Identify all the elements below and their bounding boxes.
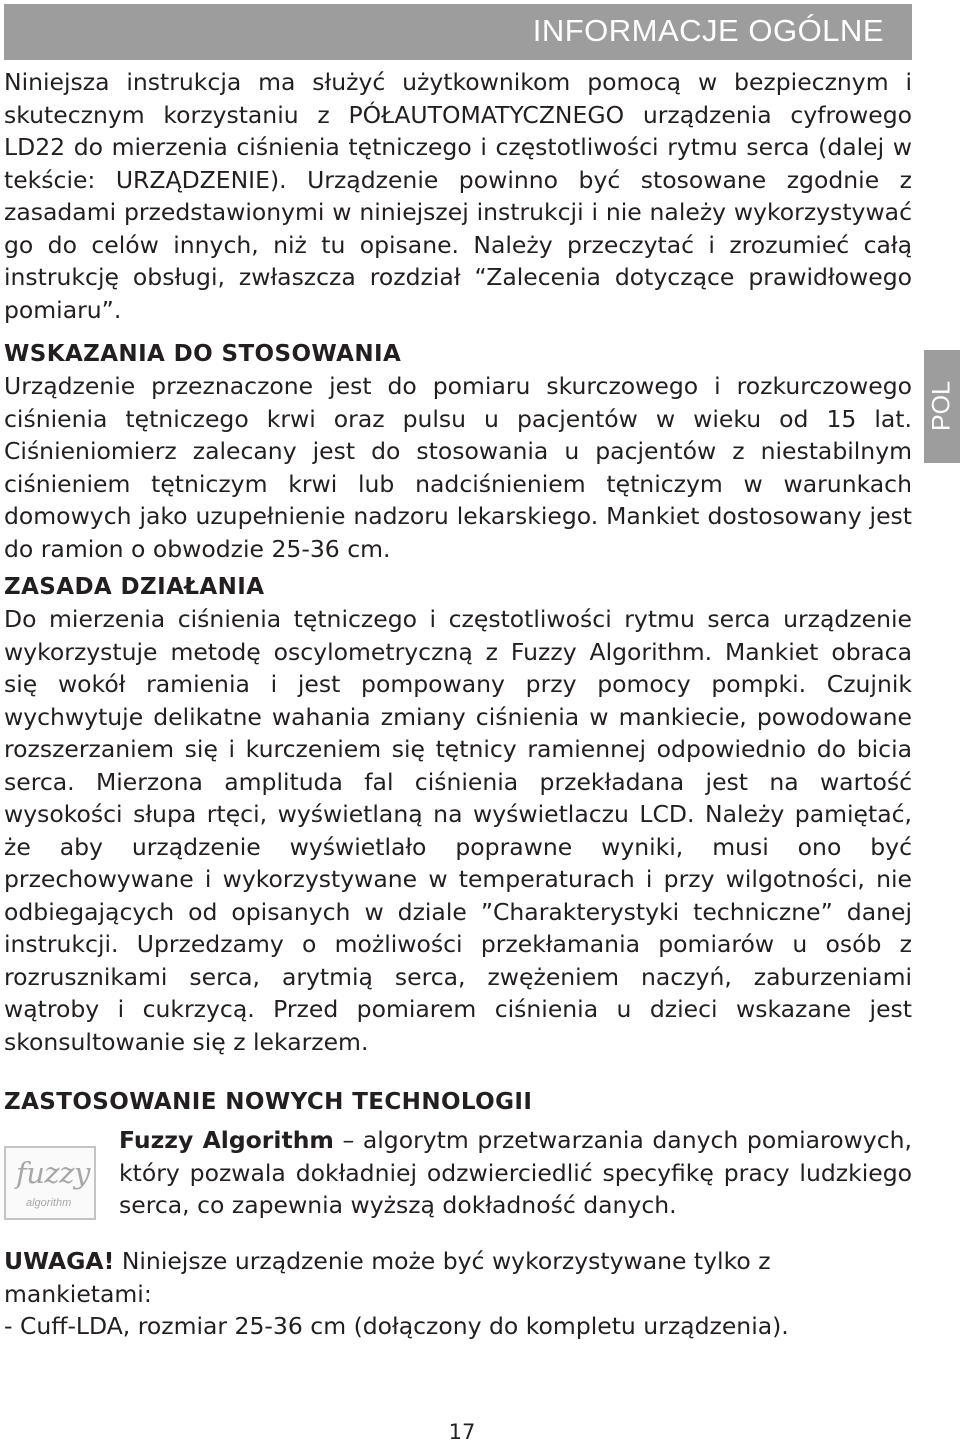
fuzzy-algorithm-logo	[4, 1146, 96, 1220]
fuzzy-feature-text: – algorytm przetwarzania danych pomiarowych, który pozwala dokładniej odzwierciedlić specyfikę pracy ludzkiego serca, co zapewnia wyższą dokładność danych.	[119, 1126, 912, 1219]
language-tab-label: POL	[927, 380, 956, 432]
warning-line-2: - Cuff-LDA, rozmiar 25-36 cm (dołączony do kompletu urządzenia).	[4, 1312, 789, 1340]
section-header-bar	[4, 4, 912, 60]
principle-heading: ZASADA DZIAŁANIA	[4, 574, 265, 600]
warning-text: Niniejsze urządzenie może być wykorzystywane tylko z mankietami:	[4, 1247, 771, 1308]
intro-paragraph: Niniejsza instrukcja ma służyć użytkownikom pomocą w bezpiecznym i skutecznym korzystaniu z PÓŁAUTOMATYCZNEGO urządzenia cyfrowego LD22 do mierzenia ciśnienia tętniczego i częstotliwości rytmu serca (dalej w tekście: URZĄDZENIE). Urządzenie powinno być stosowane zgodnie z zasadami przedstawionymi w niniejszej instrukcji i nie należy wykorzystywać go do celów innych, niż tu opisane. Należy przeczytać i zrozumieć całą instrukcję obsługi, zwłaszcza rozdział “Zalecenia dotyczące prawidłowego pomiaru”.	[4, 68, 912, 324]
document-body	[4, 66, 912, 1343]
fuzzy-logo-subword: algorithm	[26, 1197, 72, 1209]
section-title: INFORMACJE OGÓLNE	[532, 13, 884, 48]
warning-block	[4, 1245, 912, 1343]
fuzzy-logo-word: fuzzy	[16, 1156, 90, 1190]
technologies-heading: ZASTOSOWANIE NOWYCH TECHNOLOGII	[4, 1089, 533, 1115]
indications-paragraph: Urządzenie przeznaczone jest do pomiaru skurczowego i rozkurczowego ciśnienia tętniczego krwi oraz pulsu u pacjentów w wieku od 15 lat. Ciśnieniomierz zalecany jest do stosowania u pacjentów z niestabilnym ciśnieniem tętniczym krwi lub nadciśnieniem tętniczym w warunkach domowych jako uzupełnienie nadzoru lekarskiego. Mankiet dostosowany jest do ramion o obwodzie 25-36 cm.	[4, 372, 912, 563]
warning-line-1	[4, 1245, 912, 1310]
fuzzy-feature-name: Fuzzy Algorithm	[119, 1126, 334, 1154]
principle-paragraph: Do mierzenia ciśnienia tętniczego i częstotliwości rytmu serca urządzenie wykorzystuje metodę oscylometryczną z Fuzzy Algorithm. Mankiet obraca się wokół ramienia i jest pompowany przy pomocy pompki. Czujnik wychwytuje delikatne wahania zmiany ciśnienia w mankiecie, powodowane rozszerzaniem się i kurczeniem się tętnicy ramiennej odpowiednio do bicia serca. Mierzona amplituda fal ciśnienia przekładana jest na wartość wysokości słupa rtęci, wyświetlaną na wyświetlaczu LCD. Należy pamiętać, że aby urządzenie wyświetlało poprawne wyniki, musi ono być przechowywane i wykorzystywane w temperaturach i przy wilgotności, nie odbiegających od opisanych w dziale ”Charakterystyki techniczne” danej instrukcji. Uprzedzamy o możliwości przekłamania pomiarów u osób z rozrusznikami serca, arytmią serca, zwężeniem naczyń, zaburzeniami wątroby i cukrzycą. Przed pomiarem ciśnienia u dzieci wskazane jest skonsultowanie się z lekarzem.	[4, 605, 912, 1056]
fuzzy-feature-description	[119, 1124, 912, 1222]
language-tab	[924, 350, 960, 463]
fuzzy-feature	[4, 1124, 912, 1229]
page-number: 17	[448, 1420, 476, 1444]
warning-label: UWAGA!	[4, 1247, 115, 1275]
indications-heading: WSKAZANIA DO STOSOWANIA	[4, 341, 402, 367]
